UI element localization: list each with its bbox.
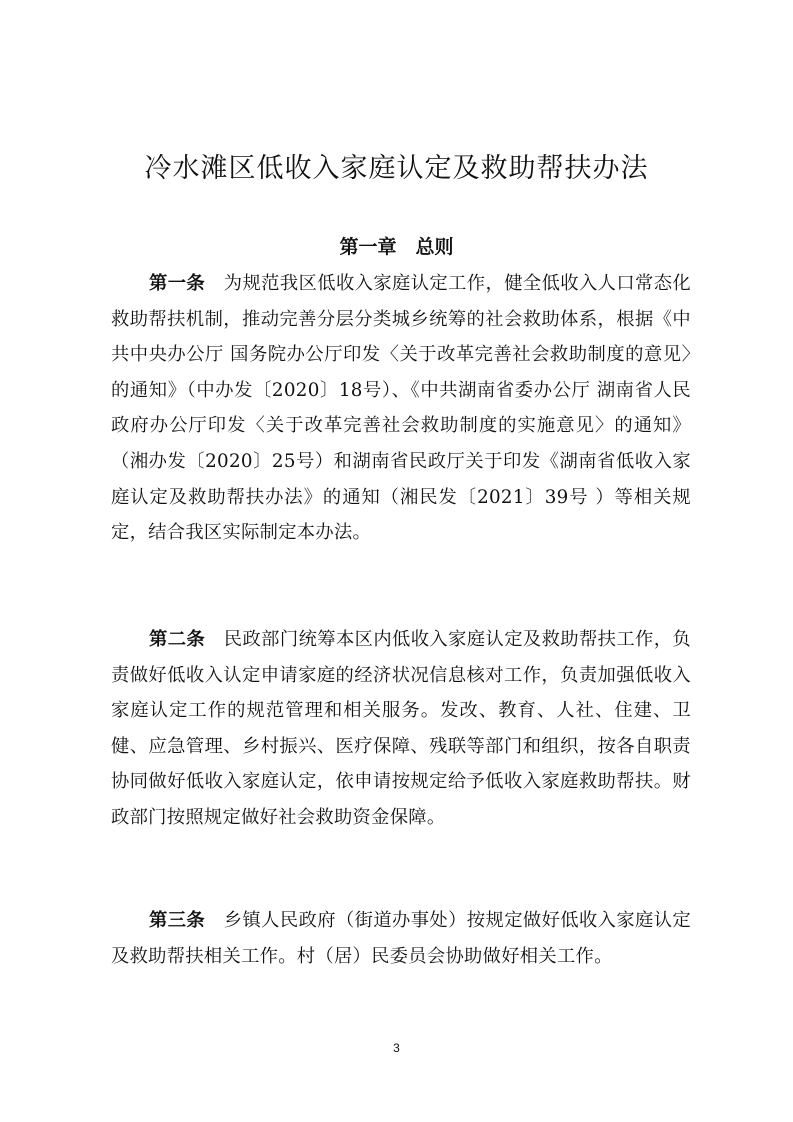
document-title: 冷水滩区低收入家庭认定及救助帮扶办法 bbox=[144, 153, 649, 184]
chapter-heading: 第一章 总则 bbox=[339, 236, 454, 258]
page-number: 3 bbox=[393, 1041, 400, 1055]
article-1-lead: 第一条 bbox=[149, 273, 206, 294]
article-2 bbox=[111, 622, 691, 836]
article-3-lead: 第三条 bbox=[149, 910, 206, 931]
article-3-text: 乡镇人民政府（街道办事处）按规定做好低收入家庭认定及救助帮扶相关工作。村（居）民委员会协助做好相关工作。 bbox=[111, 910, 692, 967]
article-2-lead: 第二条 bbox=[149, 629, 206, 650]
article-1 bbox=[111, 266, 691, 551]
article-3 bbox=[111, 903, 691, 974]
article-2-text: 民政部门统筹本区内低收入家庭认定及救助帮扶工作，负责做好低收入认定申请家庭的经济状况信息核对工作，负责加强低收入家庭认定工作的规范管理和相关服务。发改、教育、人社、住建、卫健、应急管理、乡村振兴、医疗保障、残联等部门和组织，按各自职责协同做好低收入家庭认定，依申请按规定给予低收入家庭救助帮扶。财政部门按照规定做好社会救助资金保障。 bbox=[111, 629, 692, 828]
article-1-text: 为规范我区低收入家庭认定工作，健全低收入人口常态化救助帮扶机制，推动完善分层分类城乡统筹的社会救助体系，根据《中共中央办公厅 国务院办公厅印发〈关于改革完善社会救助制度的意见〉的通知》（中办发〔2020〕18号）、《中共湖南省委办公厅 湖南省人民政府办公厅印发〈关于改革完善社会救助制度的实施意见〉的通知》（湘办发〔2020〕25号）和湖南省民政厅关于印发《湖南省低收入家庭认定及救助帮扶办法》的通知（湘民发〔2021〕39号 ）等相关规定，结合我区实际制定本办法。 bbox=[111, 273, 692, 544]
